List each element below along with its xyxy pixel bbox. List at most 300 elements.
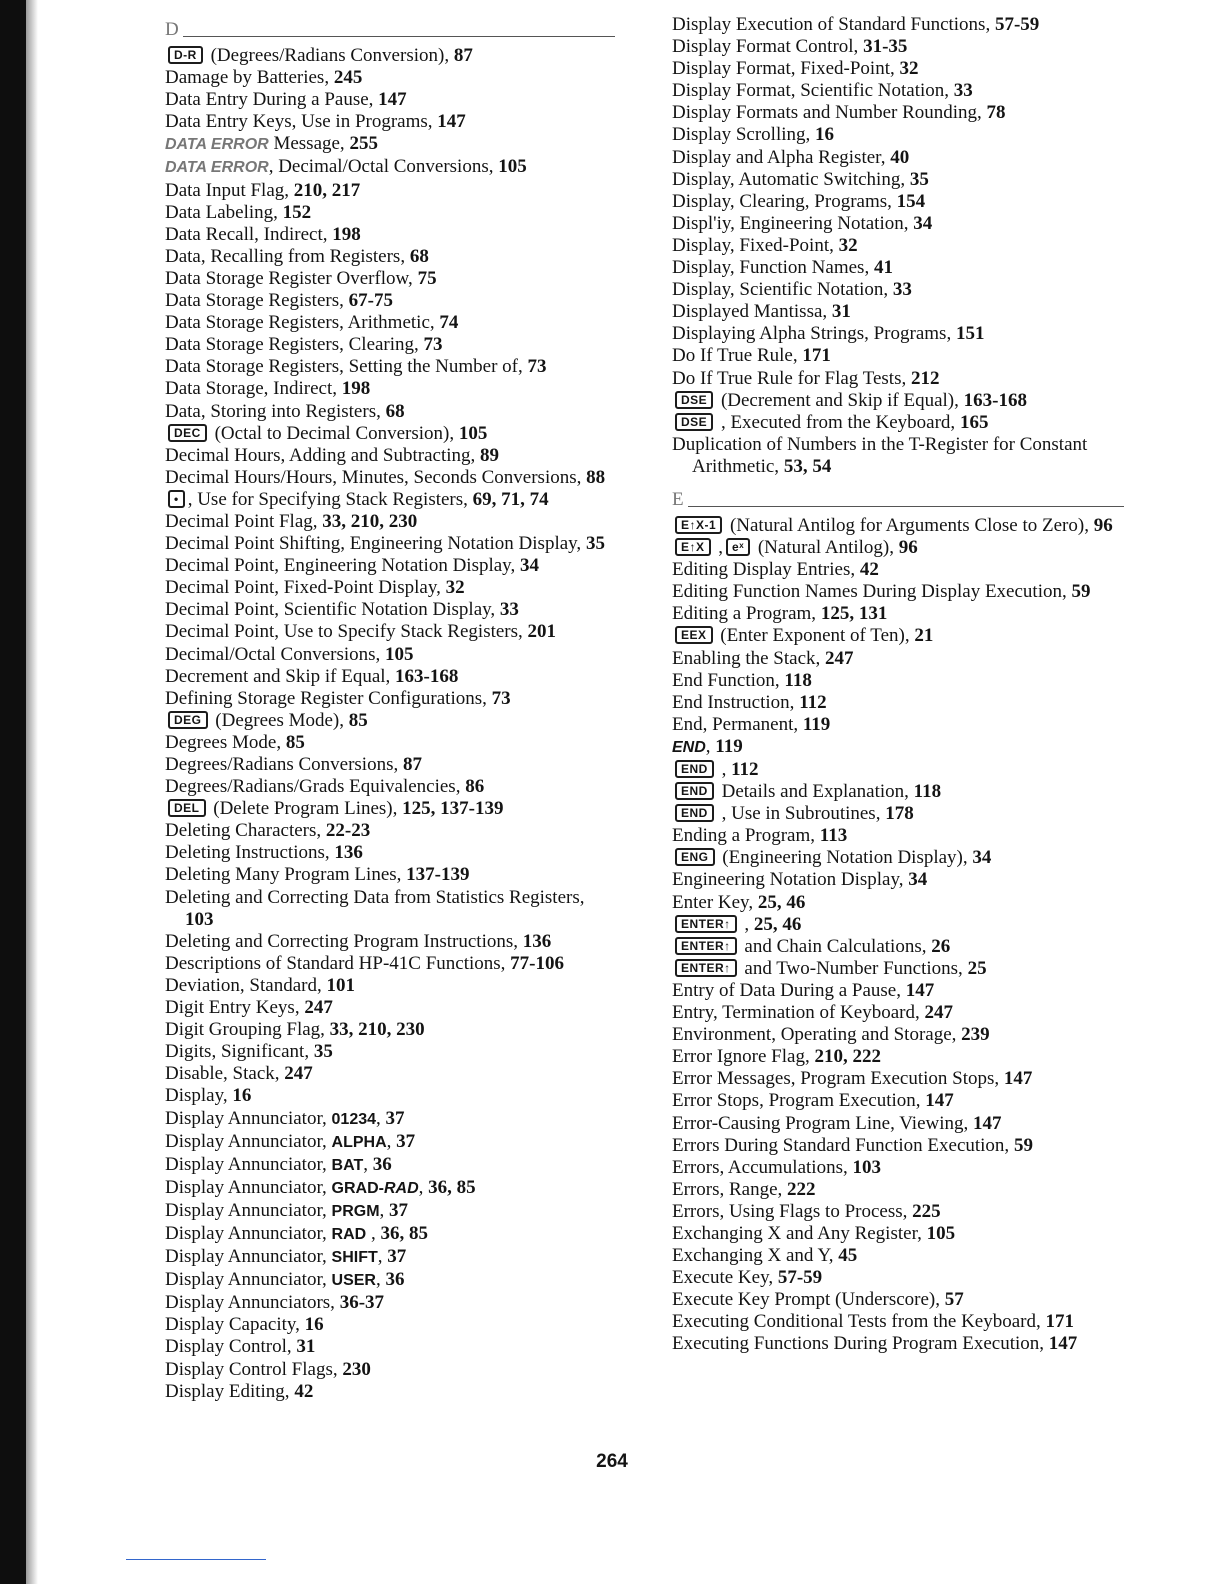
section-rule (183, 36, 615, 37)
entry-text: Decimal Hours, Adding and Subtracting, (165, 444, 481, 466)
entry-text: (Enter Exponent of Ten), (715, 625, 915, 647)
entry-text: Display Format Control, (672, 36, 864, 58)
index-entry (165, 842, 615, 864)
page-reference: 77-106 (510, 952, 564, 974)
index-entry (672, 670, 1124, 692)
index-entry (165, 1336, 615, 1358)
entry-text: Degrees/Radians Conversions, (165, 754, 403, 775)
page-reference: 247 (304, 997, 333, 1019)
page-reference: 86 (465, 776, 485, 798)
index-entry (165, 975, 615, 997)
page-reference: 33 (499, 599, 519, 621)
annunciator-text: SHIFT (331, 1249, 378, 1267)
calculator-key-icon: DEG (168, 711, 208, 729)
index-entry (672, 169, 1124, 191)
entry-text: Deleting Characters, (165, 820, 326, 842)
page-reference: 68 (409, 245, 429, 267)
index-entry (672, 714, 1124, 736)
index-entry-list (165, 45, 615, 1403)
entry-text: Message, (268, 133, 350, 155)
annunciator-text: BAT (331, 1156, 364, 1174)
index-entry (165, 290, 615, 312)
entry-text: Error Stops, Program Execution, (672, 1090, 926, 1112)
index-entry (672, 648, 1124, 670)
page-reference: 152 (282, 201, 312, 223)
index-entry (165, 356, 615, 378)
index-entry (672, 515, 1124, 537)
page-reference: 57-59 (777, 1267, 823, 1289)
entry-text: Editing Display Entries, (672, 559, 860, 581)
page-reference: 201 (527, 621, 557, 643)
entry-text: Displayed Mantissa, (672, 301, 832, 323)
page-reference: 57 (944, 1289, 964, 1311)
page-reference: 245 (333, 67, 363, 89)
index-entry (165, 156, 615, 179)
entry-text: Do If True Rule for Flag Tests, (672, 367, 911, 389)
entry-text: , (713, 537, 724, 559)
page-reference: 32 (899, 58, 919, 80)
entry-text: Display Annunciator, (165, 1107, 332, 1129)
index-entry (672, 847, 1124, 869)
page-reference: 33 (892, 279, 912, 301)
index-entry (672, 625, 1124, 647)
calculator-key-icon: ENG (675, 848, 715, 866)
index-entry (672, 914, 1124, 936)
entry-text: Decimal Point Flag, (165, 510, 323, 532)
annunciator-text: 01234 (331, 1110, 377, 1128)
index-entry (165, 1041, 615, 1063)
page-reference: 113 (819, 825, 848, 847)
annunciator-text: GRAD- (331, 1179, 384, 1197)
page-reference: 137-139 (406, 864, 470, 886)
index-entry (672, 36, 1124, 58)
page-reference: 212 (910, 367, 940, 389)
calculator-key-icon: DSE (675, 413, 713, 431)
index-entry (165, 1223, 615, 1246)
entry-text: Errors, Accumulations, (672, 1156, 853, 1178)
entry-text: Data Labeling, (165, 201, 283, 223)
page-number: 264 (596, 1451, 628, 1472)
entry-text: Disable, Stack, (165, 1063, 285, 1085)
index-entry (672, 323, 1124, 345)
entry-text: Deleting Instructions, (165, 842, 335, 864)
entry-text: , (377, 1246, 388, 1268)
page-reference: 36 (385, 1269, 405, 1291)
entry-text: Data Storage Register Overflow, (165, 267, 418, 289)
index-entry (672, 191, 1124, 213)
entry-text: , (379, 1199, 390, 1221)
index-entry (165, 688, 615, 710)
index-entry (672, 390, 1124, 412)
entry-text: Display, Clearing, Programs, (672, 190, 897, 212)
entry-text: Data Entry Keys, Use in Programs, (165, 111, 438, 133)
entry-text: Damage by Batteries, (165, 67, 334, 89)
index-entry (672, 213, 1124, 235)
entry-text: Data Storage, Indirect, (165, 378, 342, 400)
page-reference: 16 (232, 1085, 252, 1107)
entry-text: Data Recall, Indirect, (165, 223, 333, 245)
index-entry (672, 1157, 1124, 1179)
page-reference: 171 (802, 345, 831, 367)
index-entry (672, 235, 1124, 257)
entry-text: and Two-Number Functions, (739, 957, 968, 979)
entry-text: Digit Grouping Flag, (165, 1019, 330, 1041)
entry-text: , (705, 735, 716, 757)
page-reference: 36 (372, 1153, 392, 1175)
page-reference: 73 (527, 356, 547, 378)
page-reference: 87 (402, 754, 422, 775)
entry-text: Entry, Termination of Keyboard, (672, 1002, 925, 1024)
index-entry (672, 958, 1124, 980)
calculator-key-icon: E↑X (675, 538, 711, 556)
entry-text: Display Execution of Standard Functions, (672, 14, 995, 35)
entry-text: End Function, (672, 669, 785, 691)
index-entry (165, 489, 615, 511)
entry-text: Errors, Using Flags to Process, (672, 1200, 913, 1222)
index-entry (165, 820, 615, 842)
page-reference: 34 (519, 555, 539, 577)
page-reference: 34 (913, 212, 933, 234)
index-entry (672, 603, 1124, 625)
page-reference: 105 (385, 643, 414, 665)
page-reference: 147 (925, 1090, 954, 1112)
page-reference: 34 (972, 847, 992, 869)
page-reference: 85 (348, 709, 368, 731)
index-entry (672, 980, 1124, 1002)
index-entry (672, 1090, 1124, 1112)
page-reference: 53, 54 (783, 455, 832, 477)
entry-text: Display Scrolling, (672, 124, 816, 146)
index-entry (672, 803, 1124, 825)
index-entry (672, 147, 1124, 169)
index-entry (165, 67, 615, 89)
page-reference: 31-35 (863, 36, 908, 58)
entry-text: (Natural Antilog for Arguments Close to Zero), (725, 514, 1094, 536)
entry-text: , (376, 1107, 386, 1129)
entry-text: Data Entry During a Pause, (165, 89, 379, 111)
page-reference: 25 (967, 957, 987, 979)
index-entry (165, 111, 615, 133)
page-reference: 165 (959, 411, 989, 433)
index-entry (165, 798, 615, 820)
entry-text: Degrees Mode, (165, 731, 286, 753)
entry-text: Error-Causing Program Line, Viewing, (672, 1112, 974, 1134)
index-entry (165, 1131, 615, 1154)
entry-text: Display Annunciator, (165, 1246, 332, 1268)
section-header-d (165, 14, 615, 40)
entry-text: Defining Storage Register Configurations, (165, 687, 492, 709)
index-entry (165, 312, 615, 334)
entry-text: Error Ignore Flag, (672, 1046, 815, 1068)
page-reference: 119 (715, 735, 743, 757)
entry-text: Digits, Significant, (165, 1041, 314, 1063)
entry-text: Display Annunciator, (165, 1199, 332, 1221)
entry-text: Degrees/Radians/Grads Equivalencies, (165, 776, 466, 798)
entry-text: Display and Alpha Register, (672, 146, 891, 168)
page-reference: 163-168 (395, 665, 459, 687)
index-entry (672, 58, 1124, 80)
index-entry (165, 423, 615, 445)
page-reference: 33 (953, 80, 973, 102)
page-reference: 105 (458, 422, 488, 444)
index-entry (672, 692, 1124, 714)
index-entry (165, 864, 615, 886)
page-reference: 89 (480, 444, 500, 466)
entry-text: Details and Explanation, (716, 781, 914, 803)
page-reference: 33, 210, 230 (329, 1019, 425, 1041)
page-reference: 171 (1045, 1311, 1074, 1333)
page-reference: 87 (453, 45, 473, 66)
page-reference: 198 (341, 378, 371, 400)
index-column-left (165, 14, 615, 1403)
display-text: DATA ERROR (165, 136, 269, 154)
index-entry (165, 997, 615, 1019)
entry-text: Data Storage Registers, Arithmetic, (165, 312, 440, 334)
index-entry (165, 1085, 615, 1107)
entry-text: Do If True Rule, (672, 345, 803, 367)
index-entry (672, 368, 1124, 390)
page-reference: 42 (294, 1380, 314, 1402)
entry-text: , Use in Subroutines, (716, 803, 886, 825)
page-reference: 69, 71, 74 (472, 488, 549, 510)
index-entry (165, 887, 615, 931)
page-reference: 21 (914, 625, 934, 647)
page-reference: 36, 85 (380, 1222, 428, 1244)
page-reference: 33, 210, 230 (322, 510, 418, 532)
entry-text: Display Format, Fixed-Point, (672, 58, 900, 80)
entry-text: Display Format, Scientific Notation, (672, 80, 954, 102)
index-entry (165, 1359, 615, 1381)
entry-text: Data Storage Registers, Clearing, (165, 334, 424, 356)
index-entry (165, 754, 615, 776)
index-entry (672, 759, 1124, 781)
calculator-key-icon: EEX (675, 626, 713, 644)
index-entry (672, 345, 1124, 367)
index-entry (165, 334, 615, 356)
index-entry-list (672, 515, 1124, 1356)
entry-text: , (366, 1222, 381, 1244)
entry-text: Exchanging X and Any Register, (672, 1222, 927, 1244)
page-reference: 16 (815, 124, 835, 146)
page-reference: 198 (332, 223, 361, 245)
index-entry (672, 412, 1124, 434)
page-reference: 88 (586, 466, 606, 488)
index-entry (165, 445, 615, 467)
index-entry (672, 736, 1124, 759)
entry-text: Execute Key Prompt (Underscore), (672, 1289, 945, 1311)
page-reference: 26 (931, 935, 951, 957)
page-reference: 31 (296, 1336, 316, 1358)
page-reference: 136 (334, 842, 363, 864)
page-reference: 118 (913, 781, 942, 803)
page-reference: 247 (924, 1002, 953, 1024)
page-reference: 247 (825, 647, 854, 669)
entry-text: Decimal Point, Scientific Notation Display, (165, 599, 500, 621)
entry-text: Errors, Range, (672, 1178, 788, 1200)
index-entry (672, 537, 1124, 559)
index-entry-list (672, 14, 1124, 478)
annunciator-text: PRGM (331, 1202, 380, 1220)
entry-text: Data, Recalling from Registers, (165, 245, 410, 267)
entry-text: Data Storage Registers, (165, 290, 349, 312)
index-entry (672, 80, 1124, 102)
page-reference: 16 (304, 1314, 324, 1336)
page-reference: 36-37 (339, 1292, 385, 1314)
page-reference: 57-59 (994, 14, 1040, 35)
entry-text: Error Messages, Program Execution Stops, (672, 1068, 1004, 1090)
section-header-e (672, 484, 1124, 510)
index-entry (165, 1292, 615, 1314)
page-reference: 59 (1013, 1134, 1033, 1156)
index-entry (165, 224, 615, 246)
index-entry (672, 559, 1124, 581)
page-reference: 118 (784, 669, 812, 691)
entry-text: , Executed from the Keyboard, (716, 411, 960, 433)
index-entry (672, 1024, 1124, 1046)
page-reference: 255 (349, 133, 378, 155)
entry-text: Displ'iy, Engineering Notation, (672, 212, 914, 234)
footer-rule (126, 1559, 266, 1560)
entry-text: End Instruction, (672, 691, 800, 713)
entry-text: Editing a Program, (672, 603, 821, 625)
calculator-key-icon: END (675, 760, 714, 778)
entry-text: Display, Scientific Notation, (672, 279, 893, 301)
calculator-key-icon: DEL (168, 799, 206, 817)
calculator-key-icon: DSE (675, 391, 713, 409)
annunciator-text: RAD (331, 1225, 367, 1243)
entry-text: Data Storage Registers, Setting the Number of, (165, 356, 528, 378)
page-reference: 35 (585, 533, 605, 555)
calculator-key-icon: ENTER↑ (675, 915, 737, 933)
page-reference: 45 (838, 1245, 858, 1267)
index-entry (165, 246, 615, 268)
page-reference: 32 (445, 577, 465, 599)
page-reference: 59 (1071, 581, 1091, 603)
entry-text: Display Annunciator, (165, 1176, 332, 1198)
entry-text: Duplication of Numbers in the T-Register for Constant Arithmetic, (672, 433, 1088, 477)
index-entry (165, 1063, 615, 1085)
entry-text: Display, (165, 1085, 233, 1107)
entry-text: Display, Function Names, (672, 257, 874, 279)
page-reference: 105 (926, 1222, 956, 1244)
index-entry (672, 1289, 1124, 1311)
page-reference: 35 (313, 1041, 333, 1063)
scan-edge-gradient (26, 0, 38, 1584)
index-entry (165, 1246, 615, 1269)
entry-text: , (739, 913, 754, 935)
page-reference: 147 (437, 111, 466, 133)
entry-text: Decimal Hours/Hours, Minutes, Seconds Conversions, (165, 466, 587, 488)
page-reference: 210, 222 (814, 1046, 881, 1068)
page-reference: 101 (326, 974, 355, 996)
entry-text: Display Annunciator, (165, 1269, 332, 1291)
entry-text: , Use for Specifying Stack Registers, (187, 488, 473, 510)
index-entry (672, 14, 1124, 36)
entry-text: End, Permanent, (672, 713, 803, 735)
page-reference: 41 (873, 257, 893, 279)
index-entry (165, 133, 615, 156)
index-entry (672, 1113, 1124, 1135)
index-entry (672, 1046, 1124, 1068)
entry-text: , Decimal/Octal Conversions, (268, 156, 499, 178)
index-entry (672, 1201, 1124, 1223)
entry-text: Display Capacity, (165, 1314, 305, 1336)
index-entry (165, 1154, 615, 1177)
calculator-key-icon: END (675, 782, 714, 800)
index-entry (165, 1177, 615, 1200)
page-reference: 22-23 (325, 820, 371, 842)
entry-text: Decimal Point, Use to Specify Stack Registers, (165, 621, 528, 643)
page-reference: 34 (908, 869, 928, 891)
page-reference: 42 (859, 559, 879, 581)
index-entry (672, 1267, 1124, 1289)
index-entry (165, 776, 615, 798)
entry-text: , (375, 1269, 386, 1291)
page-reference: 32 (838, 234, 858, 256)
entry-text: Data Input Flag, (165, 179, 294, 201)
index-entry (672, 1068, 1124, 1090)
index-entry (672, 1245, 1124, 1267)
entry-text: (Octal to Decimal Conversion), (209, 422, 459, 444)
entry-text: Data, Storing into Registers, (165, 400, 386, 422)
page-reference: 147 (1003, 1068, 1033, 1090)
entry-text: Decimal Point, Fixed-Point Display, (165, 577, 446, 599)
page-reference: 73 (423, 334, 443, 356)
entry-text: Display Formats and Number Rounding, (672, 102, 987, 124)
calculator-key-icon: END (675, 804, 714, 822)
page-reference: 178 (885, 803, 914, 825)
index-entry (672, 1179, 1124, 1201)
entry-text: Decimal Point Shifting, Engineering Notation Display, (165, 533, 586, 555)
entry-text: Display Editing, (165, 1380, 295, 1402)
entry-text: , (418, 1176, 429, 1198)
section-rule (688, 506, 1124, 507)
entry-text: Ending a Program, (672, 825, 820, 847)
entry-text: Display, Automatic Switching, (672, 168, 910, 190)
entry-text: Display Annunciator, (165, 1130, 332, 1152)
index-entry (672, 1333, 1124, 1355)
entry-text: Enabling the Stack, (672, 647, 826, 669)
entry-text: Editing Function Names During Display Execution, (672, 581, 1072, 603)
page-reference: 112 (731, 759, 759, 780)
entry-text: Errors During Standard Function Execution, (672, 1134, 1014, 1156)
entry-text: Exchanging X and Y, (672, 1245, 839, 1267)
entry-text: , (386, 1130, 397, 1152)
entry-text: (Decrement and Skip if Equal), (716, 389, 964, 411)
page-reference: 222 (787, 1178, 816, 1200)
calculator-key-icon: DEC (168, 424, 207, 442)
page-reference: 247 (284, 1063, 313, 1085)
page-reference: 36, 85 (428, 1176, 476, 1198)
index-entry (672, 279, 1124, 301)
page-reference: 163-168 (963, 389, 1027, 411)
entry-text: (Delete Program Lines), (208, 798, 403, 820)
page-reference: 136 (522, 930, 552, 952)
display-text: DATA ERROR (165, 159, 269, 177)
index-column-right (672, 14, 1124, 1356)
annunciator-text: USER (331, 1272, 376, 1290)
entry-text: Displaying Alpha Strings, Programs, (672, 323, 956, 345)
entry-text: Execute Key, (672, 1267, 778, 1289)
entry-text: , (716, 759, 732, 780)
annunciator-text: ALPHA (331, 1133, 387, 1151)
index-entry (165, 1314, 615, 1336)
index-entry (672, 301, 1124, 323)
entry-text: Executing Conditional Tests from the Keyboard, (672, 1311, 1046, 1333)
calculator-key-icon: D-R (168, 46, 203, 64)
page-reference: 151 (955, 323, 985, 345)
entry-text: Decimal/Octal Conversions, (165, 643, 386, 665)
